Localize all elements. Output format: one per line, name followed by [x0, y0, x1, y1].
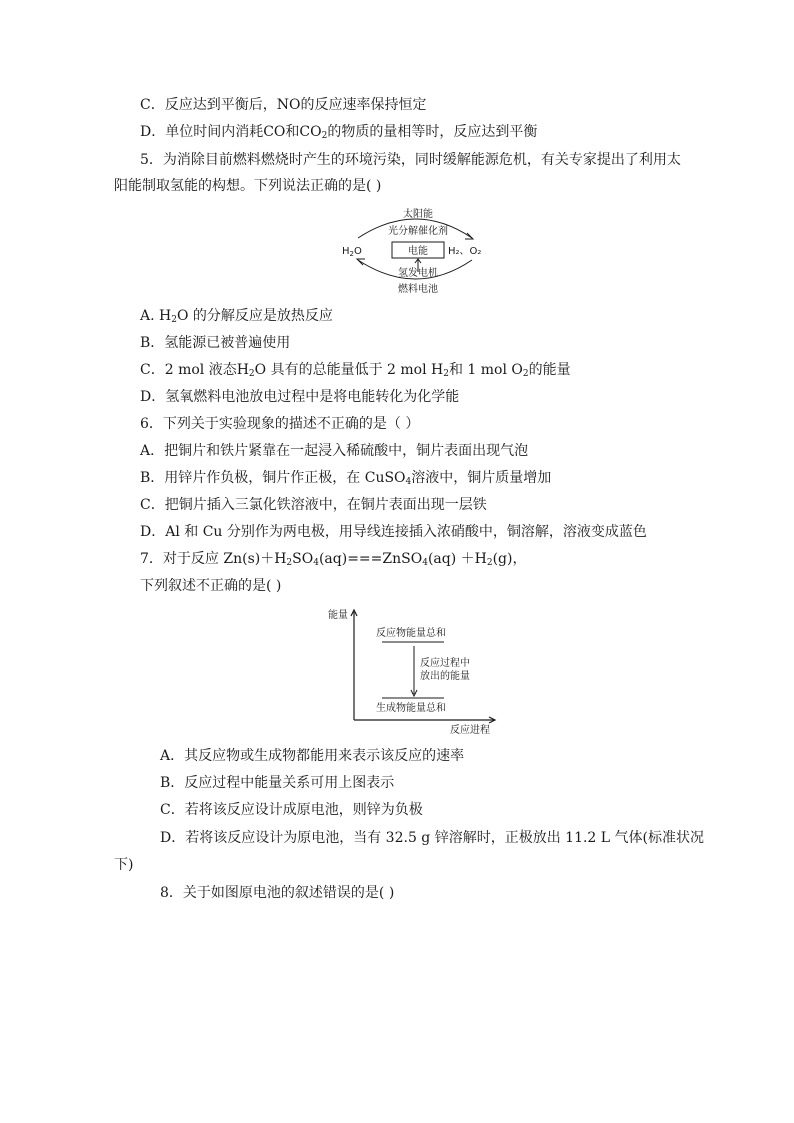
q6-stem: 6．下列关于实验现象的描述不正确的是（ ） — [140, 416, 420, 432]
q7-arrow-label2: 放出的能量 — [420, 671, 470, 682]
q5-diagram-center: 电能 — [408, 246, 428, 257]
q4-option-d: D．单位时间内消耗CO和$CO_2$的物质的量相等时，反应达到平衡 — [140, 124, 538, 141]
q7-energy-diagram — [326, 604, 498, 736]
q7-x-axis-label: 反应进程 — [450, 725, 490, 736]
q5-option-c: C．2 mol 液态$H_2O$ 具有的总能量低于 2 mol $H_2$和 1 mol $O_2$的能量 — [140, 362, 571, 379]
q5-option-b: B．氢能源已被普遍使用 — [140, 335, 291, 351]
q7-option-d-line1: D．若将该反应设计为原电池，当有 32.5 g 锌溶解时，正极放出 11.2 L 气体(标准状况 — [160, 830, 704, 846]
q7-option-a: A．其反应物或生成物都能用来表示该反应的速率 — [160, 748, 465, 764]
q7-stem-line1: 7．对于反应 $Zn(s)+H_2SO_4(aq)===ZnSO_4(aq) +H_2(g)$， — [140, 551, 527, 568]
q5-diagram-top2: 光分解催化剂 — [388, 226, 448, 237]
q4-option-c: C．反应达到平衡后，NO的反应速率保持恒定 — [140, 97, 427, 113]
q8-stem: 8．关于如图原电池的叙述错误的是( ) — [160, 885, 395, 901]
q7-option-d-line2: 下) — [114, 857, 134, 873]
q7-option-b: B．反应过程中能量关系可用上图表示 — [160, 775, 395, 791]
q5-energy-cycle-diagram — [336, 202, 496, 298]
q5-stem-line1: 5．为消除目前燃料燃烧时产生的环境污染，同时缓解能源危机，有关专家提出了利用太 — [140, 152, 681, 168]
q7-option-c: C．若将该反应设计成原电池，则锌为负极 — [160, 802, 423, 818]
q7-arrow-label1: 反应过程中 — [420, 658, 470, 669]
q5-diagram-top1: 太阳能 — [403, 209, 433, 220]
q5-option-d: D．氢氧燃料电池放电过程中是将电能转化为化学能 — [140, 389, 460, 405]
q7-reactant-label: 反应物能量总和 — [376, 628, 446, 639]
q6-option-a: A．把铜片和铁片紧靠在一起浸入稀硫酸中，铜片表面出现气泡 — [140, 443, 529, 459]
q6-option-d: D．Al 和 Cu 分别作为两电极，用导线连接插入浓硝酸中，铜溶解，溶液变成蓝色 — [140, 524, 647, 540]
q5-stem-line2: 阳能制取氢能的构想。下列说法正确的是( ) — [114, 178, 382, 194]
q6-option-b: B．用锌片作负极，铜片作正极，在 CuSO$_4$溶液中，铜片质量增加 — [140, 470, 552, 487]
q5-diagram-left: $H_2O$ — [342, 246, 362, 258]
q5-diagram-bottom2: 燃料电池 — [398, 284, 438, 295]
q7-stem-line2: 下列叙述不正确的是( ) — [140, 578, 282, 594]
q7-y-axis-label: 能量 — [328, 610, 348, 621]
q5-diagram-bottom1: 氢发电机 — [398, 268, 438, 279]
q7-product-label: 生成物能量总和 — [376, 703, 446, 714]
q6-option-c: C．把铜片插入三氯化铁溶液中，在铜片表面出现一层铁 — [140, 497, 487, 513]
q5-diagram-right: H₂、O₂ — [448, 246, 482, 257]
q5-option-a: A. $H_2O$ 的分解反应是放热反应 — [140, 308, 333, 325]
